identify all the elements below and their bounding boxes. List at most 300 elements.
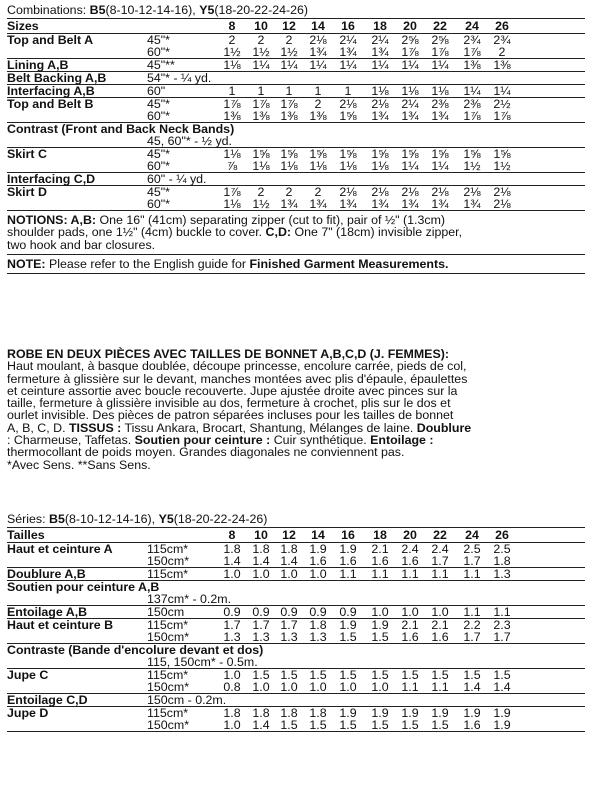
yardage-cell: 1⅜ — [493, 58, 511, 72]
yardage-cell: 1.3 — [223, 630, 241, 644]
yardage-cell: 1¼ — [309, 58, 327, 72]
notions-text-2: shoulder pads, one 1½" (4cm) buckle to cover. — [7, 225, 266, 240]
yardage-cell: 1.0 — [401, 605, 419, 619]
french-desc-line: et ceinture assortie avec boucle recouverte. Jupe ajustée droite avec pinces sur la — [7, 383, 458, 398]
yardage-cell: 1 — [257, 84, 265, 98]
yardage-cell: 1.1 — [463, 567, 481, 581]
yardage-cell: 1.9 — [401, 706, 419, 720]
header-label: Sizes — [7, 19, 39, 33]
yardage-cell: 1.5 — [493, 668, 511, 682]
fabric-width: 150cm* — [147, 680, 190, 694]
notions-cd-label: C,D: — [265, 225, 292, 240]
yardage-cell: 1.5 — [252, 668, 270, 682]
yardage-cell: 1.1 — [339, 567, 357, 581]
yardage-cell: 2⅛ — [463, 185, 481, 199]
row-label: Soutien pour ceinture A,B — [7, 580, 160, 594]
yardage-cell: 1.8 — [493, 554, 511, 568]
combination-y5-sizes: (18-20-22-24-26) — [214, 3, 309, 17]
row-label: Jupe C — [7, 668, 49, 682]
yardage-cell: 1¾ — [309, 45, 327, 59]
yardage-cell: 1⅞ — [252, 97, 270, 111]
yardage-cell: 1⅛ — [371, 159, 389, 173]
yardage-cell: 1.8 — [223, 542, 241, 556]
table-row-line — [7, 110, 585, 122]
yardage-cell: 1.0 — [309, 567, 327, 581]
yardage-cell: 1⅛ — [280, 159, 298, 173]
row-label: Skirt D — [7, 185, 47, 199]
table-row — [7, 98, 585, 123]
fabric-width: 60"* — [147, 109, 171, 123]
yardage-cell: 1.0 — [223, 567, 241, 581]
fabric-width: 60"* — [147, 45, 171, 59]
yardage-cell: 2.4 — [401, 542, 419, 556]
yardage-cell: 1⅛ — [339, 159, 357, 173]
yardage-cell: 2⅜ — [431, 97, 449, 111]
yardage-cell: 1¾ — [431, 109, 449, 123]
yardage-cell: 1½ — [463, 159, 481, 173]
french-desc-text: Cuir synthétique. — [270, 433, 371, 448]
yardage-cell: 1¾ — [463, 197, 481, 211]
yardage-cell: 1.5 — [339, 630, 357, 644]
yardage-cell: 1⅝ — [280, 147, 298, 161]
row-label: Interfacing A,B — [7, 84, 95, 98]
fabric-width: 115cm* — [147, 618, 189, 632]
yardage-cell: 1.5 — [280, 668, 298, 682]
yardage-cell: 2.4 — [431, 542, 449, 556]
size-column-header: 24 — [465, 19, 479, 33]
yardage-cell: 1.7 — [463, 630, 481, 644]
size-column-header: 14 — [311, 19, 325, 33]
row-label: Doublure A,B — [7, 567, 86, 581]
table-row — [7, 123, 585, 148]
tissus-label: TISSUS : — [68, 420, 122, 435]
series-line — [7, 512, 585, 527]
table-row-line — [7, 631, 585, 643]
fabric-width: 150cm* — [147, 630, 190, 644]
yardage-cell: 1.5 — [371, 630, 389, 644]
yardage-cell: 2¼ — [339, 33, 357, 47]
table-row-line — [7, 568, 585, 580]
row-label: Skirt C — [7, 147, 47, 161]
yardage-cell: 1½ — [493, 159, 511, 173]
fabric-width: 115cm* — [147, 567, 189, 581]
series-y5: Y5 — [158, 512, 174, 526]
yardage-cell: 1⅛ — [431, 84, 449, 98]
yardage-cell: 1⅝ — [339, 109, 357, 123]
yardage-cell: 1.3 — [280, 630, 298, 644]
size-column-header: 10 — [254, 528, 268, 542]
yardage-cell: 1⅞ — [463, 45, 481, 59]
fabric-width: 60" — [147, 84, 166, 98]
table-row-line — [7, 644, 585, 656]
yardage-cell: 1¾ — [371, 45, 389, 59]
yardage-cell: 1⅜ — [223, 109, 241, 123]
french-desc-line: ourlet invisible. Des pièces de patron séparées incluses pour les tailles de bonnet — [7, 408, 454, 423]
yardage-cell: 1⅛ — [309, 159, 327, 173]
yardage-cell: 1.6 — [309, 554, 327, 568]
combination-b5: B5 — [89, 3, 106, 17]
yardage-cell: 1.0 — [252, 680, 270, 694]
yardage-cell: 1.7 — [493, 630, 511, 644]
yardage-cell: 0.8 — [223, 680, 241, 694]
yardage-cell: 2 — [257, 33, 265, 47]
yardage-cell: 1¼ — [463, 84, 481, 98]
yardage-cell: 1.0 — [223, 718, 241, 732]
yardage-cell: 1.0 — [223, 668, 241, 682]
table-row-line — [7, 59, 585, 71]
yardage-cell: 1¼ — [339, 58, 357, 72]
yardage-cell: 2½ — [493, 97, 511, 111]
yardage-cell: 1.4 — [280, 554, 298, 568]
french-desc-line: Haut moulant, à basque doublée, découpe princesse, encolure carrée, pieds de col, — [7, 359, 467, 374]
yardage-cell: 2⅛ — [401, 185, 419, 199]
yardage-cell: 1.8 — [223, 706, 241, 720]
yardage-cell: 1¼ — [431, 58, 449, 72]
table-row — [7, 669, 585, 694]
yardage-cell: 1¾ — [371, 109, 389, 123]
yardage-cell: 1⅝ — [252, 147, 270, 161]
yardage-cell: 0.9 — [223, 605, 241, 619]
row-label: Top and Belt B — [7, 97, 94, 111]
table-row-line — [7, 135, 585, 147]
yardage-cell: 1⅛ — [223, 197, 241, 211]
combination-b5-sizes: (8-10-12-14-16), — [105, 3, 196, 17]
yardage-cell: 1⅞ — [401, 45, 419, 59]
yardage-cell: 1⅝ — [309, 147, 327, 161]
french-desc-line: fermeture à glissière sur le devant, manches montées avec plis d'épaule, épaulettes — [7, 371, 468, 386]
table-row-line — [7, 581, 585, 593]
yardage-cell: 0.9 — [339, 605, 357, 619]
yardage-cell: 1.0 — [371, 680, 389, 694]
yardage-cell: 2⅛ — [431, 185, 449, 199]
row-label: Contrast (Front and Back Neck Bands) — [7, 122, 235, 136]
yardage-cell: 1½ — [223, 45, 241, 59]
yardage-cell: 2⅛ — [493, 197, 511, 211]
table-row-line — [7, 160, 585, 172]
table-row-line — [7, 681, 585, 693]
size-column-header: 12 — [282, 528, 296, 542]
english-yardage-table — [7, 34, 585, 211]
row-text: 45, 60"* - ½ yd. — [147, 134, 232, 148]
yardage-cell: 2.1 — [371, 542, 389, 556]
yardage-cell: 2⅝ — [431, 33, 449, 47]
yardage-cell: 1 — [285, 84, 293, 98]
yardage-cell: 1.0 — [339, 680, 357, 694]
table-row — [7, 707, 585, 732]
row-label: Haut et ceinture B — [7, 618, 114, 632]
yardage-cell: 1.7 — [252, 618, 270, 632]
french-desc-line: taille, fermeture à glissière invisible au dos, fermeture à crochet, plis sur le dos et — [7, 396, 451, 411]
size-column-header: 18 — [373, 528, 387, 542]
yardage-cell: 2.5 — [493, 542, 511, 556]
yardage-cell: 1¼ — [401, 58, 419, 72]
yardage-cell: 1.0 — [431, 605, 449, 619]
yardage-cell: 1.8 — [252, 542, 270, 556]
table-row-line — [7, 72, 585, 84]
yardage-cell: 1.1 — [401, 567, 419, 581]
yardage-cell: 1⅞ — [493, 109, 511, 123]
size-column-header: 14 — [311, 528, 325, 542]
yardage-cell: 2⅛ — [493, 185, 511, 199]
yardage-cell: 1⅝ — [431, 147, 449, 161]
french-yardage-table — [7, 543, 585, 732]
yardage-cell: 1.4 — [252, 718, 270, 732]
table-row-line — [7, 593, 585, 605]
yardage-cell: 1.5 — [339, 668, 357, 682]
fabric-width: 45"* — [147, 147, 171, 161]
table-row-line — [7, 719, 585, 731]
row-text: 54"* - ¼ yd. — [147, 71, 212, 85]
yardage-cell: 2 — [314, 185, 322, 199]
yardage-cell: 1.4 — [493, 680, 511, 694]
yardage-cell: 1¼ — [401, 159, 419, 173]
size-column-header: 10 — [254, 19, 268, 33]
yardage-cell: 1¾ — [339, 45, 357, 59]
yardage-cell: 1.5 — [401, 718, 419, 732]
yardage-cell: 1 — [314, 84, 322, 98]
size-column-header: 12 — [282, 19, 296, 33]
yardage-cell: 1¼ — [493, 84, 511, 98]
size-column-header: 8 — [228, 528, 236, 542]
yardage-cell: 1.5 — [463, 668, 481, 682]
series-y5-sizes: (18-20-22-24-26) — [173, 512, 268, 526]
yardage-cell: 1.3 — [252, 630, 270, 644]
yardage-cell: 2¾ — [463, 33, 481, 47]
yardage-cell: 1.9 — [431, 706, 449, 720]
yardage-cell: 1.4 — [463, 680, 481, 694]
yardage-cell: 1.9 — [339, 618, 357, 632]
yardage-cell: 1.9 — [371, 706, 389, 720]
note-block — [7, 258, 585, 270]
yardage-cell: 1.8 — [252, 706, 270, 720]
yardage-cell: 1.8 — [280, 706, 298, 720]
note-label: NOTE: — [7, 256, 46, 271]
series-label: Séries: — [7, 512, 46, 526]
yardage-cell: 2 — [285, 185, 293, 199]
row-label: Jupe D — [7, 706, 49, 720]
yardage-cell: 1⅜ — [463, 58, 481, 72]
yardage-cell: 1.0 — [371, 605, 389, 619]
yardage-cell: 1.6 — [401, 554, 419, 568]
yardage-cell: 1⅞ — [223, 185, 241, 199]
yardage-cell: 1⅞ — [280, 97, 298, 111]
yardage-cell: 1⅝ — [339, 147, 357, 161]
yardage-cell: 1.6 — [463, 718, 481, 732]
yardage-cell: 1.5 — [431, 668, 449, 682]
table-row — [7, 543, 585, 568]
yardage-cell: 1⅞ — [431, 45, 449, 59]
yardage-cell: 1¾ — [401, 109, 419, 123]
notions-label: NOTIONS: A,B: — [7, 213, 97, 227]
yardage-cell: 1.9 — [339, 706, 357, 720]
yardage-cell: 1.6 — [371, 554, 389, 568]
yardage-cell: 1.0 — [280, 680, 298, 694]
sizes-header-row — [7, 19, 585, 34]
size-column-header: 22 — [433, 528, 447, 542]
tailles-header-row — [7, 528, 585, 543]
yardage-cell: 2 — [498, 45, 506, 59]
yardage-cell: 1¼ — [371, 58, 389, 72]
yardage-cell: 1.7 — [223, 618, 241, 632]
yardage-cell: 1.3 — [493, 567, 511, 581]
table-row-line — [7, 694, 585, 706]
yardage-cell: 1.5 — [280, 718, 298, 732]
combinations-line — [7, 3, 585, 18]
notions-text-4: two hook and bar closures. — [7, 237, 156, 252]
yardage-cell: 1.1 — [431, 680, 449, 694]
yardage-cell: 1⅛ — [371, 84, 389, 98]
yardage-cell: 1.1 — [493, 605, 511, 619]
row-label: Contraste (Bande d'encolure devant et dos) — [7, 643, 264, 657]
yardage-cell: 2 — [228, 33, 236, 47]
table-row-line — [7, 555, 585, 567]
yardage-cell: 2 — [285, 33, 293, 47]
yardage-cell: 1.8 — [309, 706, 327, 720]
french-desc-text: A, B, C, D. — [7, 420, 69, 435]
yardage-cell: 1.6 — [401, 630, 419, 644]
table-row-line — [7, 656, 585, 668]
notions-block — [7, 214, 585, 251]
yardage-cell: 1¾ — [401, 197, 419, 211]
size-column-header: 18 — [373, 19, 387, 33]
size-column-header: 22 — [433, 19, 447, 33]
yardage-cell: 1.5 — [401, 668, 419, 682]
yardage-cell: 1¼ — [431, 159, 449, 173]
yardage-cell: 2⅛ — [371, 97, 389, 111]
size-column-header: 16 — [341, 528, 355, 542]
row-text: 137cm* - 0.2m. — [147, 592, 232, 606]
yardage-cell: 2.1 — [401, 618, 419, 632]
yardage-cell: 1.1 — [371, 567, 389, 581]
yardage-cell: 1.0 — [309, 680, 327, 694]
row-text: 150cm - 0.2m. — [147, 693, 227, 707]
fabric-width: 150cm* — [147, 554, 190, 568]
row-label: Belt Backing A,B — [7, 71, 107, 85]
yardage-cell: ⅞ — [226, 159, 238, 173]
table-row — [7, 581, 585, 606]
size-column-header: 16 — [341, 19, 355, 33]
yardage-cell: 2.5 — [463, 542, 481, 556]
yardage-cell: 2.3 — [493, 618, 511, 632]
yardage-cell: 1.9 — [371, 618, 389, 632]
yardage-cell: 1.6 — [339, 554, 357, 568]
table-row — [7, 644, 585, 669]
yardage-cell: 2.1 — [431, 618, 449, 632]
yardage-cell: 1.9 — [493, 718, 511, 732]
yardage-cell: 1⅜ — [252, 109, 270, 123]
table-row-line — [7, 85, 585, 97]
series-b5-sizes: (8-10-12-14-16), — [64, 512, 156, 526]
yardage-cell: 1.5 — [371, 668, 389, 682]
row-label: Lining A,B — [7, 58, 69, 72]
yardage-cell: 1.5 — [339, 718, 357, 732]
yardage-cell: 1.1 — [431, 567, 449, 581]
fabric-width: 150cm* — [147, 718, 190, 732]
table-row-line — [7, 606, 585, 618]
yardage-cell: 1½ — [280, 45, 298, 59]
yardage-cell: 1.8 — [309, 618, 327, 632]
yardage-cell: 1¾ — [280, 197, 298, 211]
table-row-line — [7, 46, 585, 58]
french-description — [7, 348, 585, 471]
series-b5: B5 — [49, 512, 65, 526]
size-column-header: 20 — [403, 19, 417, 33]
yardage-cell: 0.9 — [309, 605, 327, 619]
size-column-header: 8 — [228, 19, 236, 33]
yardage-cell: 1¾ — [309, 197, 327, 211]
yardage-cell: 1¼ — [252, 58, 270, 72]
yardage-cell: 1.0 — [280, 567, 298, 581]
yardage-cell: 1⅞ — [463, 109, 481, 123]
yardage-cell: 2⅛ — [371, 185, 389, 199]
yardage-cell: 1⅝ — [371, 147, 389, 161]
french-desc-line: thermocollant de poids moyen. Grandes diagonales ne conviennent pas. — [7, 445, 405, 460]
yardage-cell: 1⅛ — [223, 58, 241, 72]
yardage-cell: 1⅝ — [401, 147, 419, 161]
yardage-cell: 2¼ — [401, 97, 419, 111]
header-label: Tailles — [7, 528, 45, 542]
size-column-header: 20 — [403, 528, 417, 542]
combination-y5: Y5 — [199, 3, 215, 17]
row-text: 60" - ¼ yd. — [147, 172, 207, 186]
fabric-width: 45"* — [147, 33, 171, 47]
yardage-cell: 2⅛ — [339, 97, 357, 111]
yardage-cell: 1.6 — [431, 630, 449, 644]
yardage-cell: 1¾ — [431, 197, 449, 211]
size-column-header: 26 — [495, 528, 509, 542]
french-desc-text: Tissu Ankara, Brocart, Shantung, Mélanges de laine. — [121, 420, 417, 435]
note-bold-text: Finished Garment Measurements. — [249, 256, 449, 271]
row-label: Entoilage A,B — [7, 605, 88, 619]
yardage-cell: 1.7 — [431, 554, 449, 568]
yardage-cell: 2¼ — [371, 33, 389, 47]
yardage-cell: 1.5 — [309, 668, 327, 682]
fabric-width: 150cm — [147, 605, 185, 619]
yardage-cell: 1⅛ — [223, 147, 241, 161]
row-label: Haut et ceinture A — [7, 542, 113, 556]
yardage-cell: 1.5 — [371, 718, 389, 732]
fabric-width: 115cm* — [147, 706, 189, 720]
yardage-cell: 1.0 — [252, 567, 270, 581]
yardage-cell: 1⅜ — [280, 109, 298, 123]
yardage-cell: 1.4 — [223, 554, 241, 568]
yardage-cell: 1.7 — [280, 618, 298, 632]
table-row — [7, 148, 585, 173]
yardage-cell: 2.2 — [463, 618, 481, 632]
yardage-cell: 1⅞ — [223, 97, 241, 111]
yardage-cell: 1½ — [252, 197, 270, 211]
yardage-cell: 1.5 — [431, 718, 449, 732]
yardage-cell: 1.5 — [309, 718, 327, 732]
table-row-line — [7, 198, 585, 210]
yardage-cell: 1.9 — [309, 542, 327, 556]
yardage-cell: 2⅝ — [401, 33, 419, 47]
combinations-label: Combinations: — [7, 3, 87, 17]
fabric-width: 115cm* — [147, 542, 189, 556]
row-label: Interfacing C,D — [7, 172, 96, 186]
direction-note: *Avec Sens. **Sans Sens. — [7, 457, 151, 472]
yardage-cell: 1¾ — [339, 197, 357, 211]
soutien-label: Soutien pour ceinture : — [134, 433, 271, 448]
yardage-cell: 1.3 — [309, 630, 327, 644]
yardage-cell: 1¾ — [371, 197, 389, 211]
fabric-width: 115cm* — [147, 668, 189, 682]
yardage-cell: 1.9 — [493, 706, 511, 720]
row-label: Top and Belt A — [7, 33, 94, 47]
french-desc-text: : Charmeuse, Taffetas. — [7, 433, 135, 448]
entoilage-label: Entoilage : — [370, 433, 434, 448]
yardage-cell: 1⅜ — [309, 109, 327, 123]
